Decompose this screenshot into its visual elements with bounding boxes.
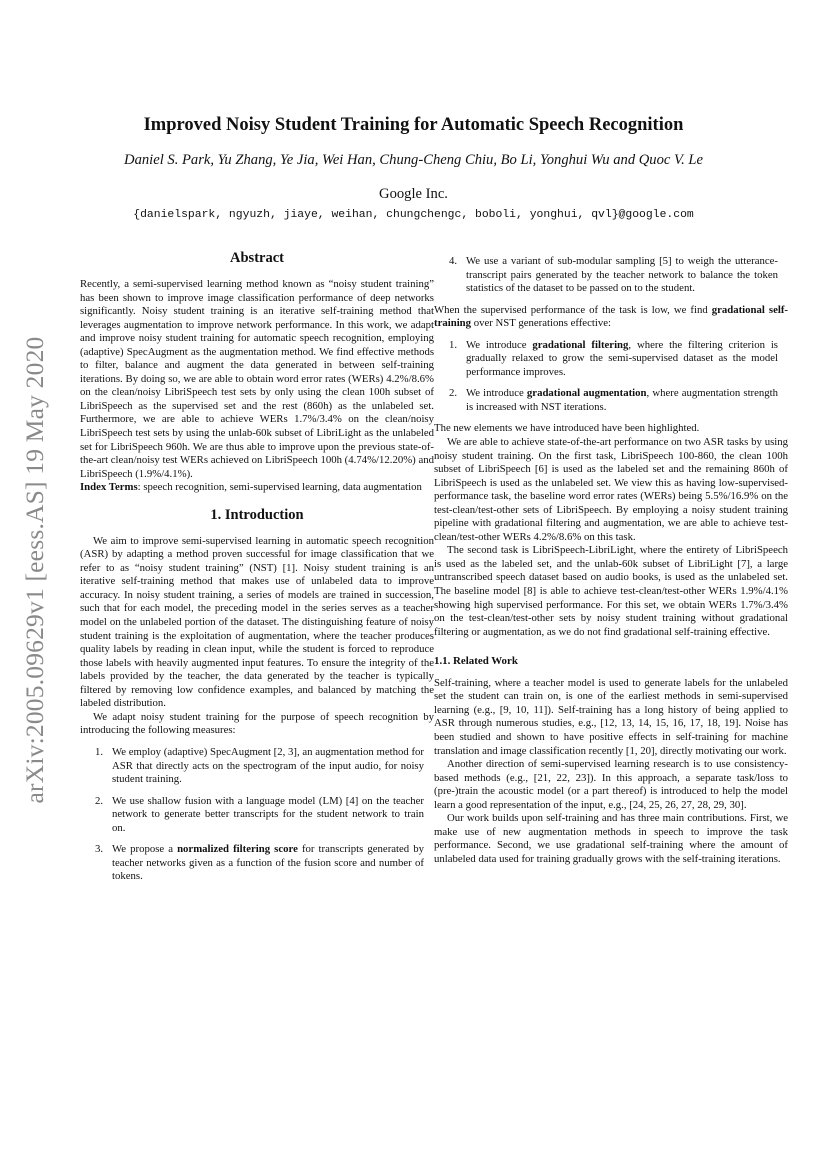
list-item-text-pre: We propose a — [112, 843, 178, 856]
list-item-highlight: gradational augmentation — [526, 387, 647, 400]
abstract-heading: Abstract — [230, 250, 284, 266]
arxiv-stamp — [15, 336, 55, 804]
list-item-highlight: normalized filtering score — [177, 843, 298, 856]
left-column — [80, 250, 434, 884]
list-item-number: 2. — [95, 794, 104, 807]
intro-paragraph-3-highlight: gradational self-training — [434, 303, 788, 330]
list-item-number: 4. — [449, 255, 458, 267]
list-item-text-pre: We introduce — [466, 338, 533, 351]
list-item-highlight: gradational filtering — [532, 338, 629, 351]
intro-paragraph-3-pre: When the supervised performance of the task is low, we find — [434, 303, 712, 316]
intro-paragraph-3 — [434, 304, 788, 331]
list-item-text-pre: We introduce — [466, 387, 527, 400]
list-item-text-post: for transcripts generated by teacher networks given as a function of the fusion score and number of tokens. — [112, 843, 424, 883]
intro-paragraph-5: We are able to achieve state-of-the-art performance on two ASR tasks by using noisy student training. On the first task, LibriSpeech 100-860, the clean 100h subset of LibriSpeech [6] is used as the labeled set and the remaining 860h of LibriSpeech is used as the unlabeled set. We view this as having low-supervised-performance task, the baseline word error rates (WERs) being 5.5%/16.9% on the test-clean/test-other sets of LibriSpeech. By employing a noisy student training pipeline with gradational filtering and augmentation, we are able to achieve test-clean/test-other WERs 4.2%/8.6% on this task. — [434, 436, 788, 543]
intro-paragraph-4: The new elements we have introduced have been highlighted. — [434, 422, 700, 435]
intro-paragraph-3-post: over NST generations effective: — [471, 317, 611, 330]
list-item — [434, 255, 788, 296]
intro-paragraph-6: The second task is LibriSpeech-LibriLight, where the entirety of LibriSpeech is used as the labeled set, and the unlab-60k subset of LibriLight [7], a large untranscribed speech dataset based on audio books, is used as the unlabeled set. The baseline model [8] is able to achieve test-clean/test-other WERs 1.9%/4.1% showing high supervised performance. For this set, we obtain WERs 1.7%/3.4% on the test-clean/test-other sets by noisy student training without gradational filtering or augmentation, as we do not find gradational self-training effective. — [434, 544, 788, 638]
gradational-list — [434, 339, 788, 415]
right-column — [434, 255, 788, 866]
intro-heading: 1. Introduction — [210, 506, 304, 523]
list-item-text: We employ (adaptive) SpecAugment [2, 3], an augmentation method for ASR that directly acts on the spectrogram of the input audio, for noisy student training. — [112, 745, 424, 786]
intro-paragraph-2: We adapt noisy student training for the purpose of speech recognition by introducing the following measures: — [80, 710, 434, 737]
measures-list-continued — [434, 255, 788, 296]
author-emails: {danielspark, ngyuzh, jiaye, weihan, chungchengc, boboli, yonghui, qvl}@google.com — [133, 209, 694, 221]
list-item — [80, 795, 434, 836]
measures-list — [80, 746, 434, 884]
list-item-text-post: , where augmentation strength is increased with NST iterations. — [466, 387, 779, 413]
list-item-text: We use a variant of sub-modular sampling [5] to weigh the utterance-transcript pairs generated by the teacher network to balance the token statistics of the dataset to be passed on to the student. — [466, 255, 778, 295]
author-list: Daniel S. Park, Yu Zhang, Ye Jia, Wei Han, Chung-Cheng Chiu, Bo Li, Yonghui Wu and Quoc V. Le — [124, 152, 703, 168]
list-item-number: 3. — [95, 843, 104, 856]
intro-paragraph-1: We aim to improve semi-supervised learning in automatic speech recognition (ASR) by adapting a method proven successful for image classification that we refer to as “noisy student training” (NST) [1]. Noisy student training is an iterative self-training method that makes use of unlabeled data to improve accuracy. In noisy student training, a series of models are trained in succession, such that for each model, the preceding model in the series serves as a teacher model on the unlabeled portion of the dataset. The distinguishing feature of noisy student training is the exploitation of augmentation, where the teacher produces quality labels by reading in clean input, while the student is forced to reproduce those labels with heavily augmented input features. To ensure the integrity of the labels provided by the teacher, the data generated by the teacher is typically filtered by removing low confidence examples, and balanced by matching the labeled distribution. — [80, 534, 434, 710]
paper-title: Improved Noisy Student Training for Automatic Speech Recognition — [143, 115, 684, 135]
related-work-paragraph-2: Another direction of semi-supervised learning research is to use consistency-based methods (e.g., [21, 22, 23]). In this approach, a separate task/loss to (pre-)train the acoustic model (or a part thereof) is introduced to help the model learn a good representation of the input, e.g., [24, 25, 26, 27, 28, 29, 30]. — [434, 758, 788, 811]
list-item-number: 1. — [95, 745, 104, 758]
index-terms-label: Index Terms — [80, 481, 138, 494]
list-item — [80, 843, 434, 884]
related-work-heading: 1.1. Related Work — [434, 655, 518, 668]
affiliation: Google Inc. — [379, 186, 448, 202]
list-item-text-post: , where the filtering criterion is gradually relaxed to grow the semi-supervised dataset as the model performance improves. — [466, 338, 778, 378]
related-work-paragraph-3: Our work builds upon self-training and has three main contributions. First, we make use of new augmentation methods in speech to improve the task performance. Second, we use gradational self-training where the amount of unlabeled data used for training gradually grows with the self-training iterations. — [434, 812, 788, 865]
list-item-number: 2. — [449, 387, 458, 400]
list-item-text: We use shallow fusion with a language model (LM) [4] on the teacher network to generate better transcripts for the student network to train on. — [112, 794, 424, 834]
related-work-paragraph-1: Self-training, where a teacher model is used to generate labels for the unlabeled set the student can train on, is one of the earliest methods in semi-supervised learning (e.g., [9, 10, 11]). Self-training has a long history of being applied to ASR through numerous studies, e.g., [12, 13, 14, 15, 16, 17, 18, 19]. Noise has been studied and shown to have positive effects in self-training for machine translation and image classification recently [1, 20], directly motivating our work. — [434, 676, 788, 757]
list-item — [434, 339, 788, 380]
index-terms-text: : speech recognition, semi-supervised learning, data augmentation — [137, 481, 422, 494]
abstract-text: Recently, a semi-supervised learning method known as “noisy student training” has been shown to improve image classification performance of deep networks significantly. Noisy student training is an iterative self-training method that leverages augmentation to improve network performance. In this work, we adapt and improve noisy student training for automatic speech recognition, employing (adaptive) SpecAugment as the augmentation method. We find effective methods to filter, balance and augment the data generated in between self-training iterations. By doing so, we are able to obtain word error rates (WERs) 4.2%/8.6% on the clean/noisy LibriSpeech test sets by only using the clean 100h subset of LibriSpeech as the supervised set and the rest (860h) as the unlabeled set. Furthermore, we are able to achieve WERs 1.7%/3.4% on the clean/noisy LibriSpeech test sets by using the unlab-60k subset of LibriLight as the unlabeled set for LibriSpeech 960h. We are thus able to improve upon the previous state-of-the-art clean/noisy test WERs achieved on LibriSpeech 100h (4.74%/12.20%) and LibriSpeech (1.9%/4.1%). — [80, 278, 434, 480]
list-item — [434, 387, 788, 414]
arxiv-stamp-text: arXiv:2005.09629v1 [eess.AS] 19 May 2020 — [20, 336, 49, 804]
list-item-number: 1. — [449, 338, 458, 351]
index-terms — [80, 481, 434, 495]
list-item — [80, 746, 434, 787]
